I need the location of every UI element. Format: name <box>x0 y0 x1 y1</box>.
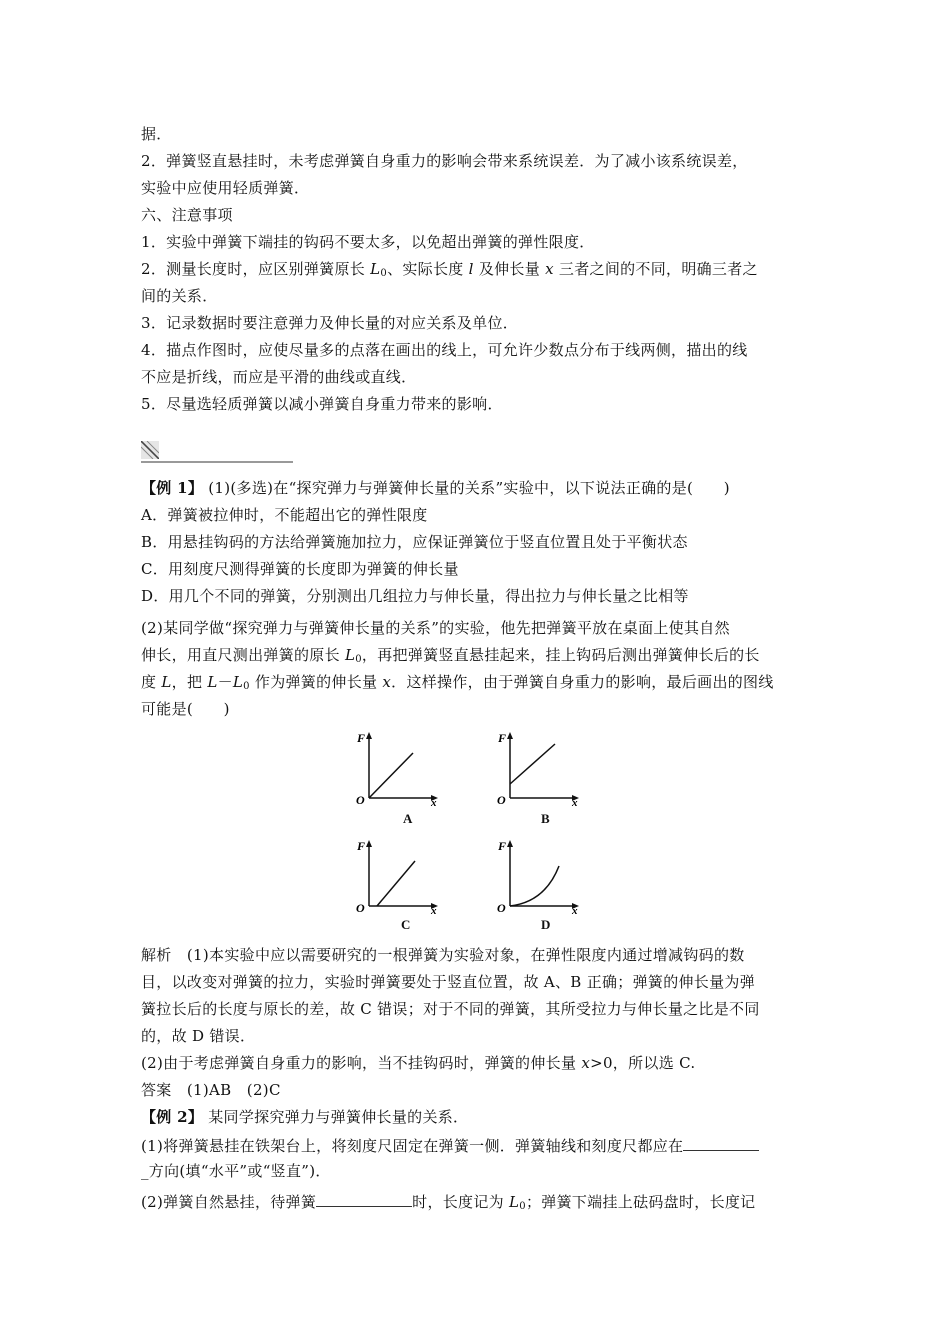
text-line: (1)将弹簧悬挂在铁架台上，将刻度尺固定在弹簧一侧．弹簧轴线和刻度尺都应在 <box>141 1134 821 1156</box>
text-line: 间的关系． <box>141 287 218 305</box>
graph-d-curve <box>510 866 559 906</box>
example-2-question: 【例 2】 某同学探究弹力与弹簧伸长量的关系． <box>141 1108 469 1126</box>
text-line: 2．测量长度时，应区别弹簧原长 $L_0$、实际长度 l 及伸长量 x 三者之间的不同，明确三者之 <box>141 260 758 279</box>
origin-label: O <box>497 901 506 914</box>
text-line: 不应是折线，而应是平滑的曲线或直线． <box>141 368 417 386</box>
graph-d <box>493 836 585 914</box>
analysis-line: 目，以改变对弹簧的拉力，实验时弹簧要处于竖直位置，故 A、B 正确；弹簧的伸长量为弹 <box>141 973 755 991</box>
option-d: D．用几个不同的弹簧，分别测出几组拉力与伸长量，得出拉力与伸长量之比相等 <box>141 587 689 605</box>
text-line: 可能是( ) <box>141 700 230 718</box>
y-axis-label: F <box>498 839 507 853</box>
section-title: 六、注意事项 <box>141 206 233 224</box>
analysis-line: (2)由于考虑弹簧自身重力的影响，当不挂钩码时，弹簧的伸长量 x>0，所以选 C. <box>141 1054 696 1072</box>
section-heading <box>141 437 293 463</box>
graph-b <box>493 728 585 806</box>
text-line: 度 L，把 $L-L_0$ 作为弹簧的伸长量 x．这样操作，由于弹簧自身重力的影响，最后画出的图线 <box>141 673 774 692</box>
answer-blank[interactable] <box>316 1190 412 1207</box>
x-axis-label: x <box>431 797 437 806</box>
text-line: 4．描点作图时，应使尽量多的点落在画出的线上，可允许少数点分布于线两侧，描出的线 <box>141 341 748 359</box>
y-axis-label: F <box>357 731 366 745</box>
graph-b-caption: B <box>541 811 550 826</box>
x-axis-label: x <box>572 797 578 806</box>
analysis-line: 解析 (1)本实验中应以需要研究的一根弹簧为实验对象，在弹性限度内通过增减钩码的数 <box>141 946 745 964</box>
graph-c-line <box>377 861 415 906</box>
graph-d-caption: D <box>541 917 551 932</box>
origin-label: O <box>356 793 365 806</box>
graph-a <box>352 728 444 806</box>
x-axis-label: x <box>572 905 578 914</box>
example-1-question: 【例 1】 (1)(多选)在“探究弹力与弹簧伸长量的关系”实验中，以下说法正确的是( ) <box>141 479 730 497</box>
text-line: 伸长，用直尺测出弹簧的原长 $L_0$，再把弹簧竖直悬挂起来，挂上钩码后测出弹簧伸长后的长 <box>141 646 760 665</box>
option-c: C．用刻度尺测得弹簧的长度即为弹簧的伸长量 <box>141 560 459 578</box>
text-line: 3．记录数据时要注意弹力及伸长量的对应关系及单位． <box>141 314 519 332</box>
graph-a-caption: A <box>403 811 413 826</box>
text-line: _方向(填“水平”或“竖直”)． <box>141 1162 331 1180</box>
x-axis-label: x <box>431 905 437 914</box>
text-line: (2)某同学做“探究弹力与弹簧伸长量的关系”的实验，他先把弹簧平放在桌面上使其自然 <box>141 619 730 637</box>
answer-line: 答案 (1)AB (2)C <box>141 1081 281 1099</box>
text-line: 1．实验中弹簧下端挂的钩码不要太多，以免超出弹簧的弹性限度． <box>141 233 595 251</box>
answer-blank[interactable] <box>683 1134 759 1151</box>
graph-c-caption: C <box>401 917 411 932</box>
graph-b-line <box>510 744 555 784</box>
text-line: 5．尽量选轻质弹簧以减小弹簧自身重力带来的影响． <box>141 395 503 413</box>
origin-label: O <box>497 793 506 806</box>
y-axis-label: F <box>498 731 507 745</box>
diagonal-stripe-icon <box>141 441 159 459</box>
heading-rule <box>141 461 293 463</box>
graph-a-line <box>369 753 413 798</box>
analysis-line: 簧拉长后的长度与原长的差，故 C 错误；对于不同的弹簧，其所受拉力与伸长量之比是不同 <box>141 1000 760 1018</box>
option-a: A．弹簧被拉伸时，不能超出它的弹性限度 <box>141 506 428 524</box>
text-line: (2)弹簧自然悬挂，待弹簧 时，长度记为 $L_0$；弹簧下端挂上砝码盘时，长度记 <box>141 1190 821 1217</box>
analysis-line: 的，故 D 错误． <box>141 1027 256 1045</box>
text-line: 2．弹簧竖直悬挂时，未考虑弹簧自身重力的影响会带来系统误差．为了减小该系统误差， <box>141 152 748 170</box>
option-b: B．用悬挂钩码的方法给弹簧施加拉力，应保证弹簧位于竖直位置且处于平衡状态 <box>141 533 688 551</box>
text-line: 据． <box>141 125 172 143</box>
graph-c <box>352 836 444 914</box>
y-axis-label: F <box>357 839 366 853</box>
origin-label: O <box>356 901 365 914</box>
text-line: 实验中应使用轻质弹簧． <box>141 179 310 197</box>
